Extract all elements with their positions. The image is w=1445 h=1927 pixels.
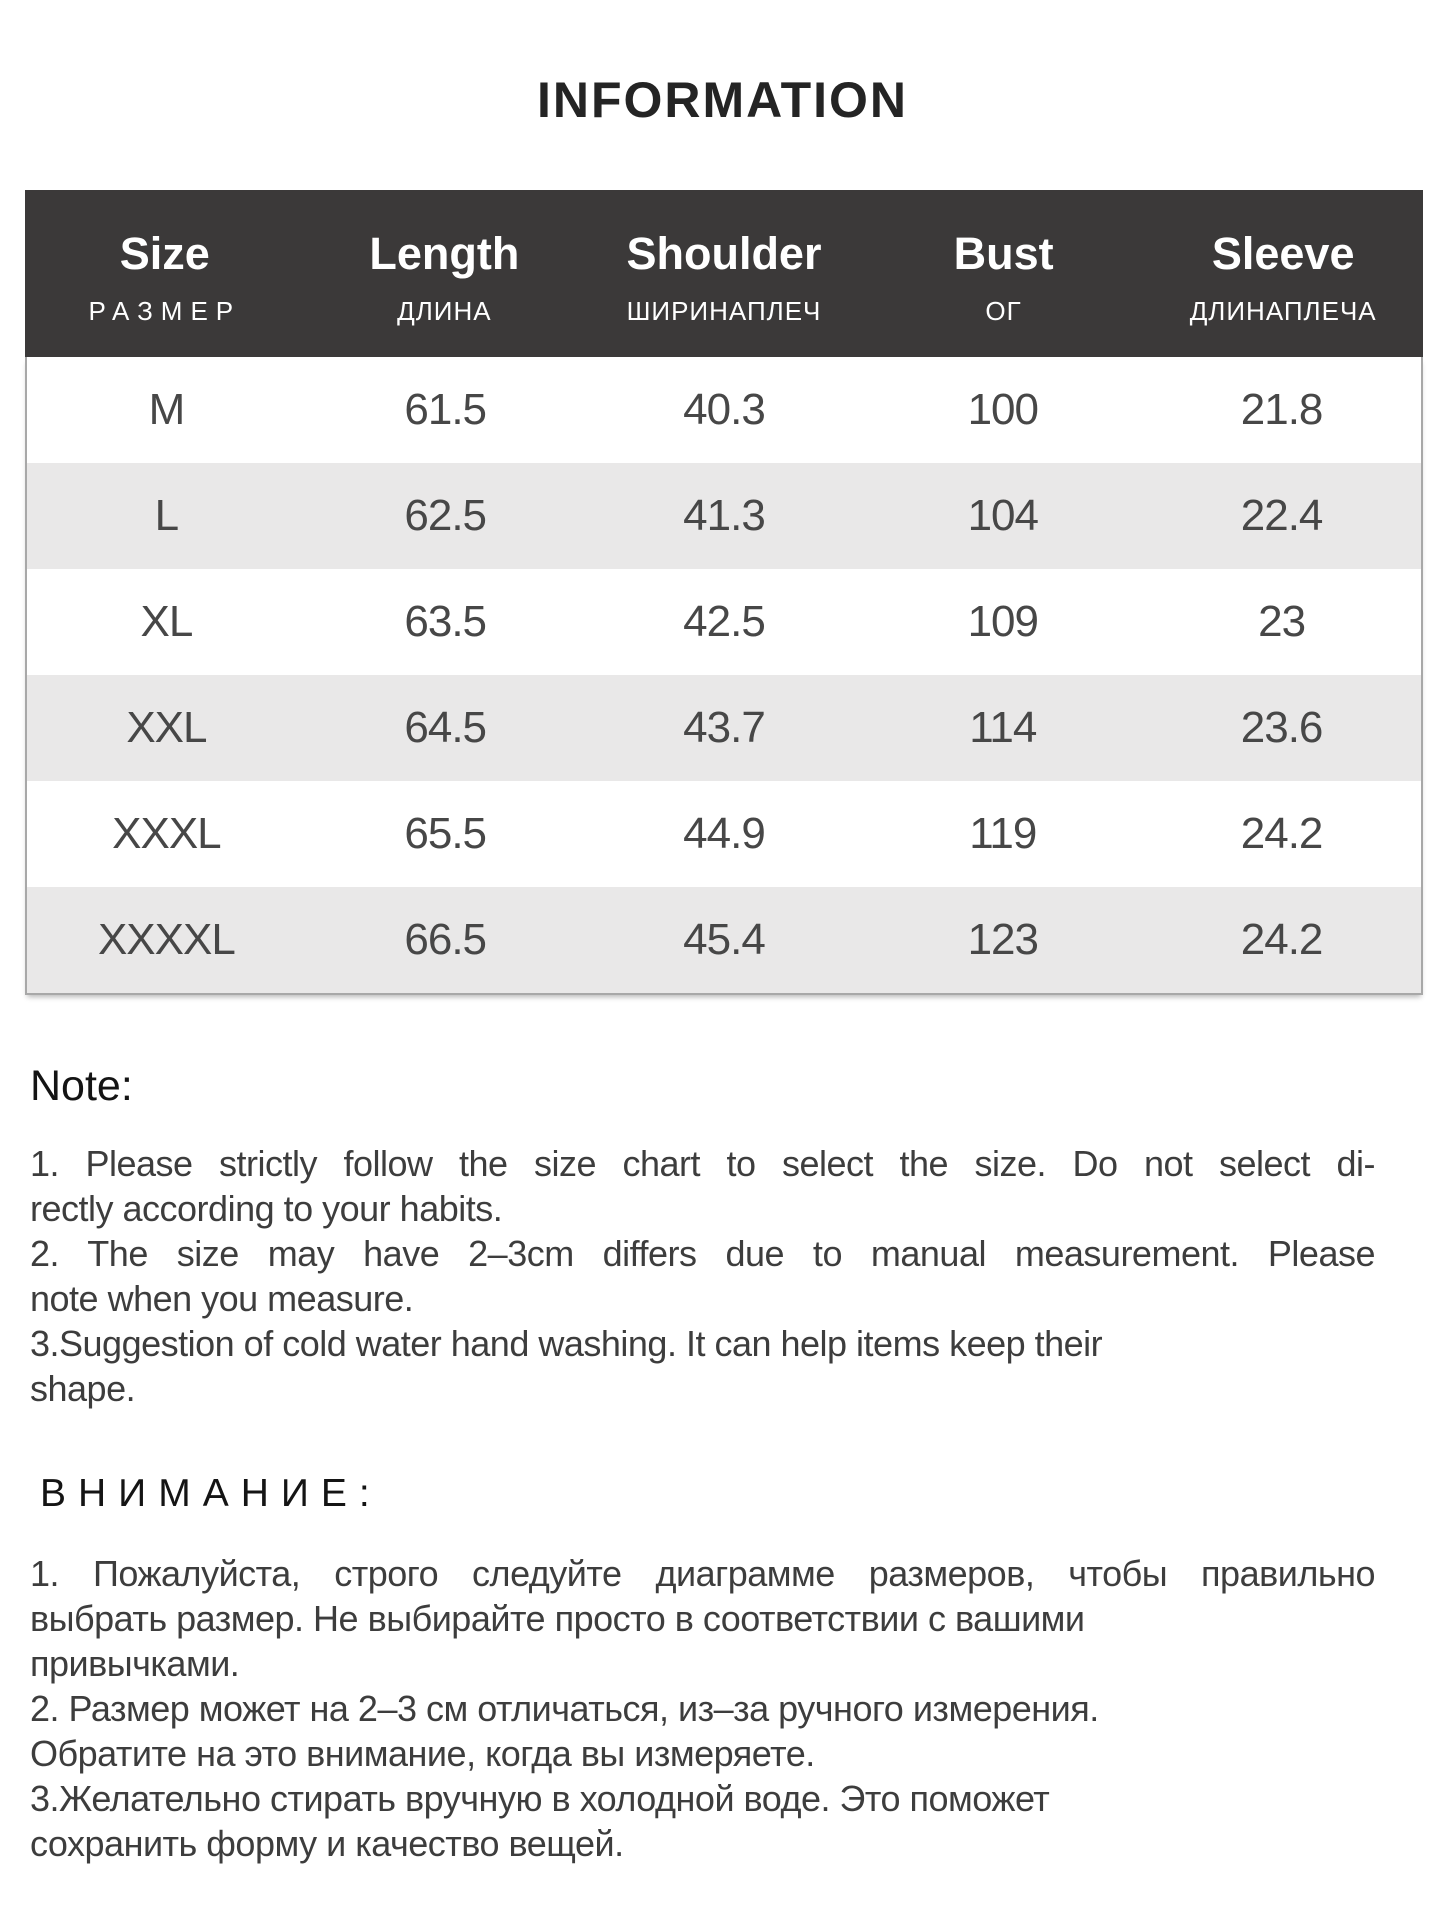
measurement-value: 41.3 bbox=[683, 491, 765, 540]
measurement-value: 61.5 bbox=[404, 385, 487, 434]
size-label: L bbox=[154, 491, 179, 540]
table-row bbox=[27, 781, 1421, 887]
column-label-en: Sleeve bbox=[1211, 228, 1355, 279]
note-line: rectly according to your habits. bbox=[30, 1188, 503, 1229]
measurement-value: 63.5 bbox=[404, 597, 487, 646]
size-chart-header-cell bbox=[584, 190, 864, 357]
size-chart-body bbox=[25, 357, 1423, 995]
column-label-ru: ОГ bbox=[985, 296, 1022, 326]
measurement-value: 21.8 bbox=[1240, 385, 1323, 434]
note-line: привычками. bbox=[30, 1643, 240, 1684]
column-label-ru: ДЛИНАПЛЕЧА bbox=[1189, 296, 1377, 326]
table-row bbox=[27, 887, 1421, 993]
measurement-value: 62.5 bbox=[404, 491, 487, 540]
measurement-value: 45.4 bbox=[683, 915, 765, 964]
column-label-en: Length bbox=[369, 228, 520, 279]
measurement-value: 23.6 bbox=[1240, 703, 1323, 752]
column-label-en: Shoulder bbox=[626, 228, 822, 279]
size-chart-header-cell bbox=[1143, 190, 1423, 357]
note-heading-en: Note: bbox=[30, 1062, 133, 1110]
measurement-value: 43.7 bbox=[683, 703, 765, 752]
note-section-ru bbox=[30, 1469, 1375, 1866]
measurement-value: 66.5 bbox=[404, 915, 487, 964]
measurement-value: 22.4 bbox=[1240, 491, 1323, 540]
measurement-value: 42.5 bbox=[683, 597, 765, 646]
note-line: 1. Пожалуйста, строго следуйте диаграмме размеров, чтобы правильно bbox=[30, 1553, 1375, 1594]
size-chart-header-row bbox=[25, 190, 1423, 357]
note-line: сохранить форму и качество вещей. bbox=[30, 1823, 624, 1864]
measurement-value: 123 bbox=[967, 915, 1038, 964]
measurement-value: 24.2 bbox=[1240, 915, 1323, 964]
note-line: 2. Размер может на 2–3 см отличаться, из–за ручного измерения. bbox=[30, 1688, 1099, 1729]
table-row bbox=[27, 357, 1421, 463]
measurement-value: 109 bbox=[967, 597, 1038, 646]
size-chart-header-cell bbox=[25, 190, 305, 357]
size-chart-header-cell bbox=[864, 190, 1144, 357]
note-line: note when you measure. bbox=[30, 1278, 414, 1319]
note-line: 3.Suggestion of cold water hand washing. It can help items keep their bbox=[30, 1323, 1103, 1364]
note-line: 2. The size may have 2–3cm differs due to manual measurement. Please bbox=[30, 1233, 1375, 1274]
table-row bbox=[27, 463, 1421, 569]
note-line: Обратите на это внимание, когда вы измеряете. bbox=[30, 1733, 815, 1774]
size-label: XXXXL bbox=[97, 915, 235, 964]
measurement-value: 64.5 bbox=[404, 703, 487, 752]
note-line: 1. Please strictly follow the size chart to select the size. Do not select di- bbox=[30, 1143, 1375, 1184]
measurement-value: 119 bbox=[969, 809, 1037, 858]
note-line: 3.Желательно стирать вручную в холодной воде. Это поможет bbox=[30, 1778, 1050, 1819]
measurement-value: 24.2 bbox=[1240, 809, 1323, 858]
measurement-value: 40.3 bbox=[683, 385, 765, 434]
size-label: XXL bbox=[126, 703, 207, 752]
page-title: INFORMATION bbox=[536, 72, 909, 128]
column-label-en: Bust bbox=[953, 228, 1054, 279]
measurement-value: 65.5 bbox=[404, 809, 487, 858]
note-lines-en bbox=[30, 1141, 1375, 1411]
column-label-en: Size bbox=[119, 228, 210, 279]
table-row bbox=[27, 675, 1421, 781]
size-chart-header-cell bbox=[305, 190, 585, 357]
size-label: XL bbox=[140, 597, 193, 646]
measurement-value: 104 bbox=[967, 491, 1038, 540]
attention-heading-ru: ВНИМАНИЕ: bbox=[40, 1472, 382, 1515]
note-line: выбрать размер. Не выбирайте просто в соответствии с вашими bbox=[30, 1598, 1085, 1639]
note-section-en bbox=[30, 1061, 1375, 1411]
measurement-value: 114 bbox=[969, 703, 1037, 752]
size-label: XXXL bbox=[112, 809, 221, 858]
size-chart-table bbox=[25, 190, 1423, 995]
column-label-ru: ШИРИНАПЛЕЧ bbox=[626, 296, 822, 326]
table-row bbox=[27, 569, 1421, 675]
measurement-value: 44.9 bbox=[683, 809, 765, 858]
measurement-value: 100 bbox=[967, 385, 1038, 434]
size-label: M bbox=[148, 385, 185, 434]
note-line: shape. bbox=[30, 1368, 136, 1409]
column-label-ru: РАЗМЕР bbox=[88, 296, 242, 326]
measurement-value: 23 bbox=[1258, 597, 1306, 646]
column-label-ru: ДЛИНА bbox=[397, 296, 492, 326]
note-lines-ru bbox=[30, 1551, 1375, 1866]
